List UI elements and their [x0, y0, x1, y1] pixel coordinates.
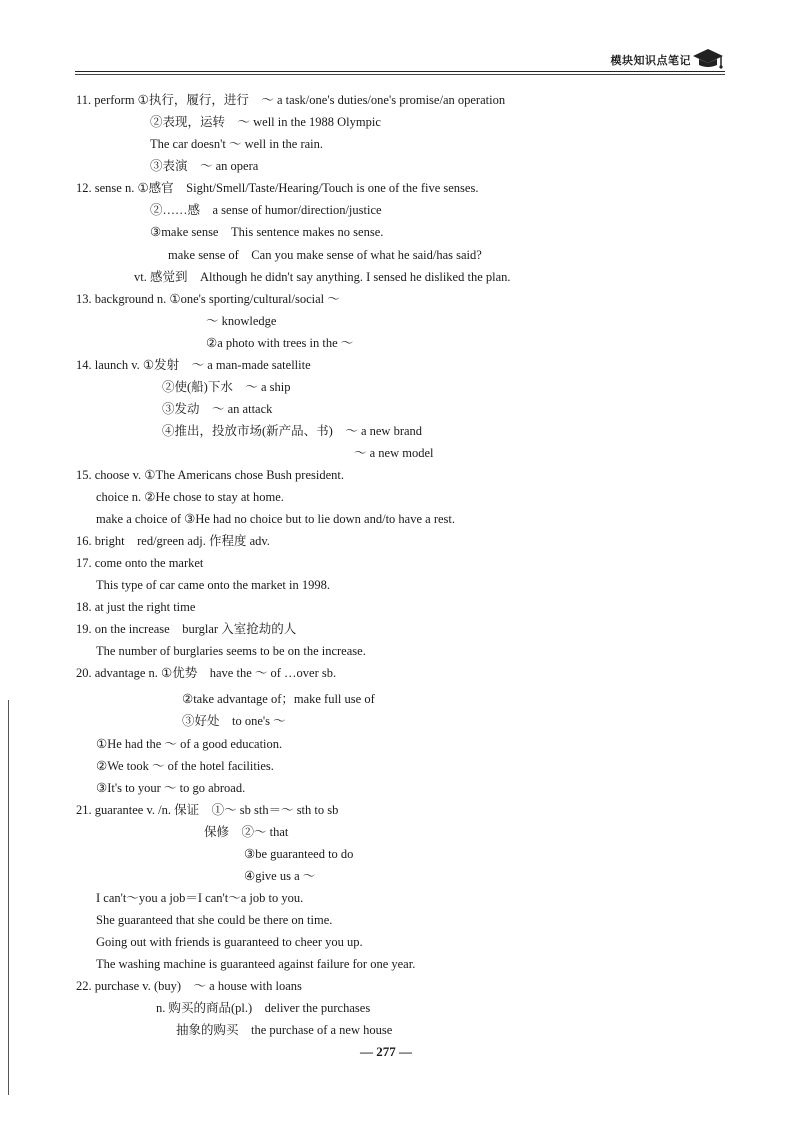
- entry-line: ③好处 to one's ～: [182, 714, 286, 728]
- entry-line: make a choice of ③He had no choice but to lie down and/to have a rest.: [96, 512, 455, 526]
- entry-line: 保修 ②～ that: [204, 825, 289, 839]
- entry-line: ②We took ～ of the hotel facilities.: [96, 759, 274, 773]
- page-header: [75, 44, 725, 78]
- entry-line: ②使(船)下水 ～ a ship: [162, 380, 291, 394]
- entry-line: ②表现，运转 ～ well in the 1988 Olympic: [150, 115, 381, 129]
- entry-come-onto-the-market: 17. come onto the market: [76, 556, 204, 570]
- entry-bright: 16. bright red/green adj. 作程度 adv.: [76, 534, 270, 548]
- entry-line: ④give us a ～: [244, 869, 316, 883]
- graduation-cap-icon: [691, 44, 725, 70]
- entry-line: The washing machine is guaranteed against failure for one year.: [96, 957, 416, 971]
- entry-line: ④推出，投放市场(新产品、书) ～ a new brand: [162, 424, 423, 438]
- entry-line: ③发动 ～ an attack: [162, 402, 273, 416]
- entry-on-the-increase: 19. on the increase burglar 入室抢劫的人: [76, 622, 297, 636]
- binding-edge-line: [8, 700, 9, 1095]
- entry-line: n. 购买的商品(pl.) deliver the purchases: [156, 1001, 371, 1015]
- entry-line: ～ knowledge: [206, 314, 277, 328]
- entry-choose: 15. choose v. ①The Americans chose Bush president.: [76, 468, 344, 482]
- entry-background: 13. background n. ①one's sporting/cultural/social ～: [76, 292, 340, 306]
- entry-line: Going out with friends is guaranteed to cheer you up.: [96, 935, 363, 949]
- entry-line: choice n. ②He chose to stay at home.: [96, 490, 284, 504]
- entry-perform: 11. perform ①执行，履行，进行 ～ a task/one's duties/one's promise/an operation: [76, 93, 506, 107]
- entry-line: I can't～you a job＝I can't～a job to you.: [96, 891, 304, 905]
- entry-sense: 12. sense n. ①感官 Sight/Smell/Taste/Hearing/Touch is one of the five senses.: [76, 181, 479, 195]
- header-rule-thin: [75, 74, 725, 75]
- entry-line: 抽象的购买 the purchase of a new house: [176, 1023, 393, 1037]
- entry-line: The number of burglaries seems to be on the increase.: [96, 644, 366, 658]
- entry-at-just-the-right-time: 18. at just the right time: [76, 600, 196, 614]
- entry-line: ③It's to your ～ to go abroad.: [96, 781, 246, 795]
- header-rule: [75, 71, 725, 72]
- entry-line: She guaranteed that she could be there on time.: [96, 913, 333, 927]
- entry-launch: 14. launch v. ①发射 ～ a man-made satellite: [76, 358, 311, 372]
- entry-purchase: 22. purchase v. (buy) ～ a house with loans: [76, 979, 302, 993]
- entry-advantage: 20. advantage n. ①优势 have the ～ of …over sb.: [76, 666, 337, 680]
- header-title: 模块知识点笔记: [610, 54, 691, 67]
- entry-line: make sense of Can you make sense of what he said/has said?: [168, 248, 482, 262]
- entry-line: This type of car came onto the market in 1998.: [96, 578, 330, 592]
- entry-line: ③be guaranteed to do: [244, 847, 354, 861]
- entry-line: The car doesn't ～ well in the rain.: [150, 137, 324, 151]
- entry-line: ③表演 ～ an opera: [150, 159, 259, 173]
- entry-line: vt. 感觉到 Although he didn't say anything. I sensed he disliked the plan.: [134, 270, 511, 284]
- entry-line: ①He had the ～ of a good education.: [96, 737, 283, 751]
- entry-line: ③make sense This sentence makes no sense.: [150, 225, 384, 239]
- entry-line: ②a photo with trees in the ～: [206, 336, 354, 350]
- entry-line: ②take advantage of；make full use of: [182, 692, 375, 706]
- entry-line: ②……感 a sense of humor/direction/justice: [150, 203, 382, 217]
- page-number: — 277 —: [360, 1044, 412, 1059]
- entry-line: ～ a new model: [354, 446, 434, 460]
- entry-guarantee: 21. guarantee v. /n. 保证 ①～ sb sth＝～ sth to sb: [76, 803, 339, 817]
